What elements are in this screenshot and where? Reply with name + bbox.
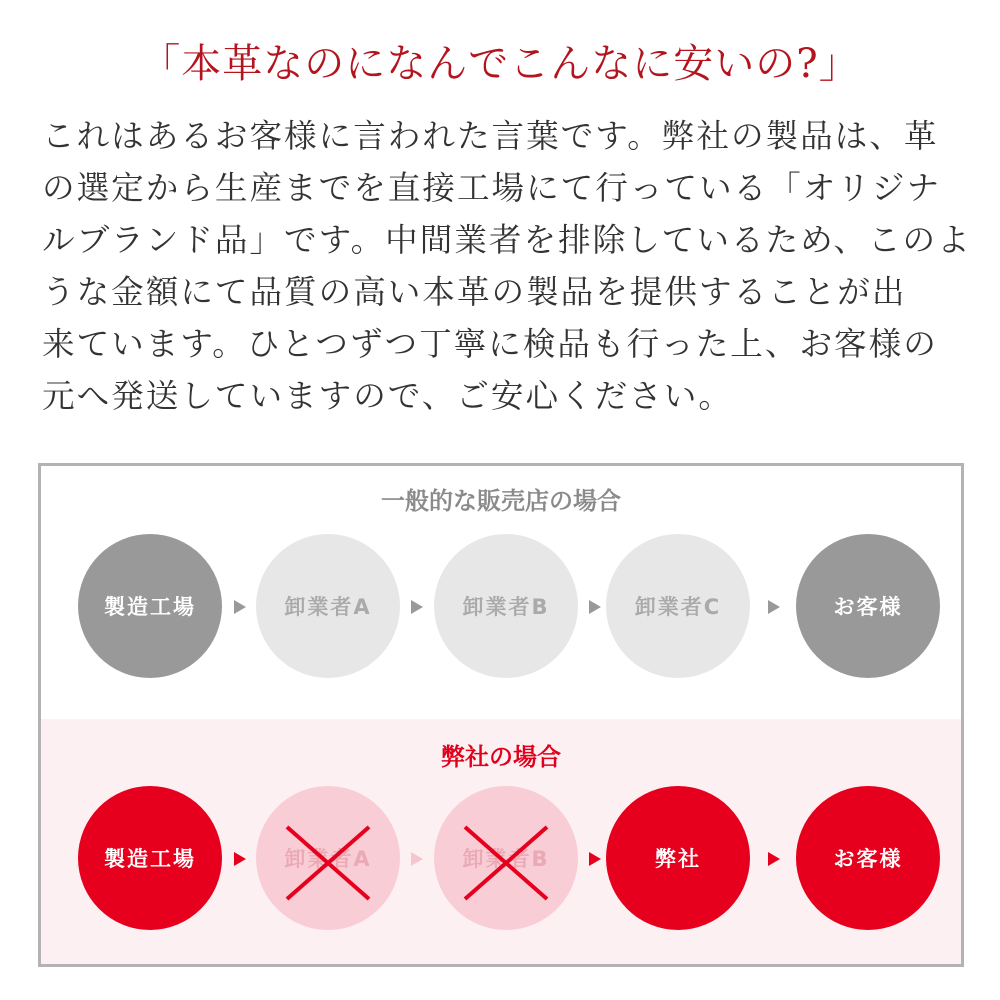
arrow-icon (234, 852, 246, 866)
description-line: の選定から生産までを直接工場にて行っている「オリジナ (42, 169, 942, 207)
arrow-icon (411, 852, 423, 866)
arrow-icon (234, 600, 246, 614)
general-flow-title: 一般的な販売店の場合 (381, 487, 621, 515)
arrow-icon (589, 600, 601, 614)
general-node-factory: 製造工場 (78, 534, 222, 678)
our-flow-title: 弊社の場合 (441, 743, 561, 771)
general-node-customer: お客様 (796, 534, 940, 678)
general-node-wholesaler-b: 卸業者B (434, 534, 578, 678)
arrow-icon (768, 852, 780, 866)
arrow-icon (411, 600, 423, 614)
description-line: ルブランド品」です。中間業者を排除しているため、このよ (42, 221, 972, 259)
description-line: 元へ発送していますので、ご安心ください。 (42, 377, 733, 415)
cross-icon (283, 823, 373, 903)
our-node-wholesaler-a-eliminated: 卸業者A (256, 786, 400, 930)
description-line: これはあるお客様に言われた言葉です。弊社の製品は、革 (42, 117, 939, 155)
page-title: 「本革なのになんでこんなに安いの?」 (140, 41, 860, 87)
our-node-company: 弊社 (606, 786, 750, 930)
our-node-factory: 製造工場 (78, 786, 222, 930)
comparison-diagram (38, 463, 964, 967)
description-text (42, 110, 972, 422)
our-node-wholesaler-b-eliminated: 卸業者B (434, 786, 578, 930)
description-line: 来ています。ひとつずつ丁寧に検品も行った上、お客様の (42, 325, 938, 363)
general-node-wholesaler-a: 卸業者A (256, 534, 400, 678)
cross-icon (461, 823, 551, 903)
general-node-wholesaler-c: 卸業者C (606, 534, 750, 678)
arrow-icon (768, 600, 780, 614)
our-node-customer: お客様 (796, 786, 940, 930)
arrow-icon (589, 852, 601, 866)
description-line: うな金額にて品質の高い本革の製品を提供することが出 (42, 273, 907, 311)
